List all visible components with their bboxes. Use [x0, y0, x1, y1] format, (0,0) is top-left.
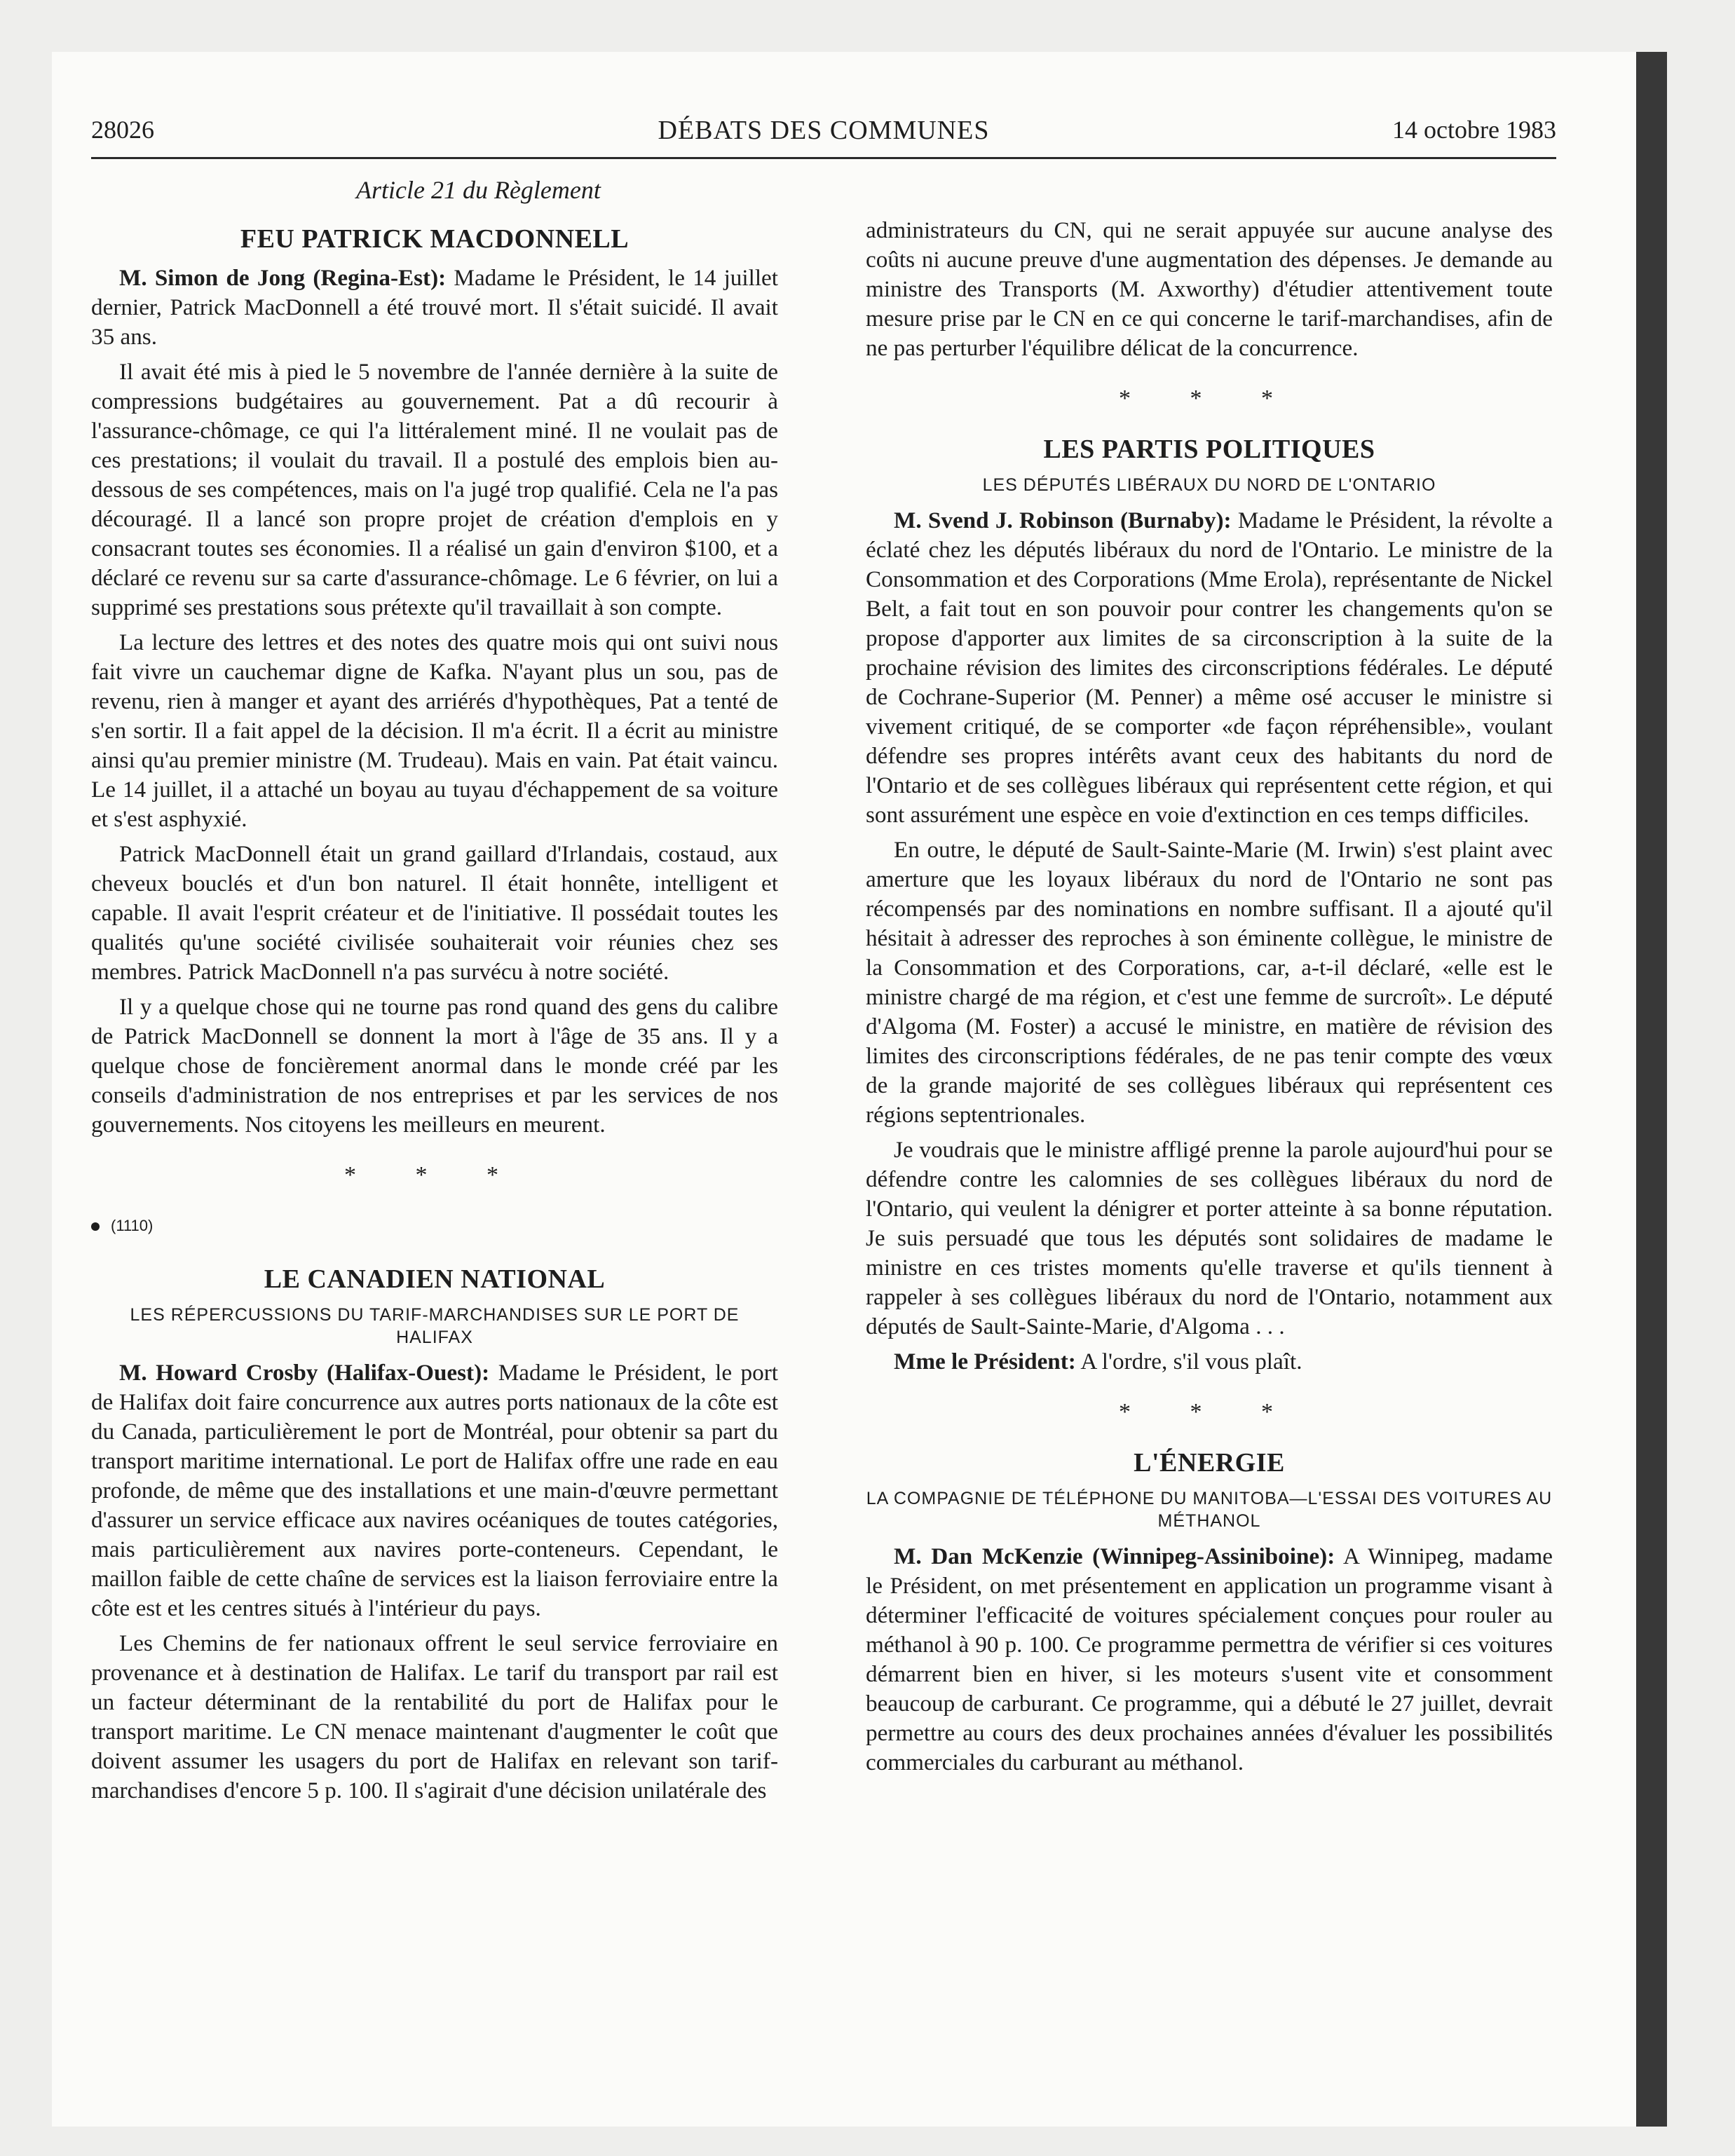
- scan-edge: [1636, 52, 1667, 2127]
- section-separator: * * *: [1119, 1399, 1300, 1425]
- bullet-icon: [91, 1222, 100, 1231]
- paragraph: Je voudrais que le ministre affligé prenne la parole aujourd'hui pour se défendre contre les calomnies de ses collègues libéraux du nord de l'Ontario, qui veulent la dénigrer et porter atteinte à sa bonne réputation. Je suis persuadé que tous les députés sont solidaires de madame le ministre en ces tristes moments qu'elle traverse et qu'ils tiennent à rappeler à ses collègues libéraux du nord de l'Ontario, notamment aux députés de Sault-Sainte-Marie, d'Algoma . . .: [866, 1137, 1553, 1339]
- section-heading: FEU PATRICK MACDONNELL: [240, 224, 630, 254]
- right-column: [866, 216, 1553, 1783]
- time-marker: (1110): [91, 1211, 778, 1241]
- page-date: 14 octobre 1983: [1392, 116, 1556, 144]
- speaker-name: M. Dan McKenzie (Winnipeg-Assiniboine):: [894, 1543, 1335, 1569]
- paragraph: Les Chemins de fer nationaux offrent le seul service ferroviaire en provenance et à destination de Halifax. Le tarif du transport par rail est un facteur déterminant de la rentabilité du port de Halifax pour le transport maritime. Le CN menace maintenant d'augmenter le coût que doivent assumer les usagers du port de Halifax en relevant son tarif-marchandises d'encore 5 p. 100. Il s'agirait d'une décision unilatérale des: [91, 1630, 778, 1803]
- section-subheading: LES DÉPUTÉS LIBÉRAUX DU NORD DE L'ONTARIO: [982, 475, 1436, 495]
- paragraph: administrateurs du CN, qui ne serait appuyée sur aucune analyse des coûts ni aucune preuve d'une augmentation des dépenses. Je demande au ministre des Transports (M. Axworthy) d'étudier attentivement toute mesure prise par le CN en ce qui concerne le tarif-marchandises, afin de ne pas perturber l'équilibre délicat de la concurrence.: [866, 217, 1553, 361]
- paragraph: M. Simon de Jong (Regina-Est): Madame le Président, le 14 juillet dernier, Patrick MacDonnell a été trouvé mort. Il s'était suicidé. Il avait 35 ans.: [91, 265, 778, 350]
- section-separator: * * *: [344, 1162, 525, 1188]
- section-subheading: LA COMPAGNIE DE TÉLÉPHONE DU MANITOBA—L'ESSAI DES VOITURES AU MÉTHANOL: [866, 1489, 1553, 1531]
- paragraph: M. Svend J. Robinson (Burnaby): Madame le Président, la révolte a éclaté chez les députés libéraux du nord de l'Ontario. Le ministre de la Consommation et des Corporations (Mme Erola), représentante de Nickel Belt, a fait tout en son pouvoir pour contrer les changements qu'on se propose d'apporter aux limites de sa circonscription à la suite de la prochaine révision des limites des circonscriptions fédérales. Le député de Cochrane-Superior (M. Penner) a même osé accuser le ministre si vivement critiqué, de se comporter «de façon répréhensible», voulant défendre ses propres intérêts avant ceux des habitants du nord de l'Ontario et de ses collègues libéraux qui représentent cette région, et qui sont assurément une espèce en voie d'extinction en ces temps difficiles.: [866, 507, 1553, 828]
- speaker-name: M. Svend J. Robinson (Burnaby):: [894, 507, 1232, 533]
- page-header: [91, 105, 1556, 159]
- paragraph: M. Dan McKenzie (Winnipeg-Assiniboine): A Winnipeg, madame le Président, on met présentement en application un programme visant à déterminer l'efficacité de voitures spécialement conçues pour rouler au méthanol à 90 p. 100. Ce programme permettra de vérifier si ces voitures démarrent bien en hiver, si les moteurs s'usent vite et consomment beaucoup de carburant. Ce programme, qui a débuté le 27 juillet, devrait permettre au cours des deux prochaines années d'évaluer les possibilités commerciales du carburant au méthanol.: [866, 1543, 1553, 1775]
- page-number: 28026: [91, 116, 154, 144]
- section-heading: LES PARTIS POLITIQUES: [1043, 435, 1375, 464]
- speaker-name: Mme le Président:: [894, 1349, 1076, 1374]
- paragraph: Il y a quelque chose qui ne tourne pas rond quand des gens du calibre de Patrick MacDonnell se donnent la mort à l'âge de 35 ans. Il y a quelque chose de foncièrement anormal dans le monde créé par les conseils d'administration de nos entreprises et par les services de nos gouvernements. Nos citoyens les meilleurs en meurent.: [91, 994, 778, 1138]
- paragraph: En outre, le député de Sault-Sainte-Marie (M. Irwin) s'est plaint avec amerture que les loyaux libéraux du nord de l'Ontario ne sont pas récompensés par des nominations en nombre suffisant. Il a ajouté qu'il hésitait à adresser des reproches à son éminente collègue, le ministre de la Consommation et des Corporations, car, a-t-il déclaré, «elle est le ministre chargé de ma région, et c'est une femme de surcroît». Le député d'Algoma (M. Foster) a accusé le ministre, en matière de révision des limites des circonscriptions fédérales, de ne pas tenir compte des vœux de la grande majorité de ses collègues libéraux qui représentent ces régions septentrionales.: [866, 837, 1553, 1128]
- section-heading: L'ÉNERGIE: [1134, 1448, 1285, 1478]
- speaker-name: M. Simon de Jong (Regina-Est):: [119, 265, 447, 291]
- section-heading: LE CANADIEN NATIONAL: [264, 1264, 606, 1294]
- section-subheading: LES RÉPERCUSSIONS DU TARIF-MARCHANDISES SUR LE PORT DE HALIFAX: [130, 1305, 740, 1347]
- paragraph: La lecture des lettres et des notes des quatre mois qui ont suivi nous fait vivre un cauchemar digne de Kafka. N'ayant plus un sou, pas de revenu, rien à manger et ayant des arriérés d'hypothèques, Pat a tenté de s'en sortir. Il a fait appel de la décision. Il m'a écrit. Il a écrit au ministre ainsi qu'au premier ministre (M. Trudeau). Mais en vain. Pat était vaincu. Le 14 juillet, il a attaché un boyau au tuyau d'échappement de sa voiture et s'est asphyxié.: [91, 629, 778, 832]
- paragraph: M. Howard Crosby (Halifax-Ouest): Madame le Président, le port de Halifax doit faire concurrence aux autres ports nationaux de la côte est du Canada, particulièrement le port de Montréal, pour obtenir sa part du transport maritime international. Le port de Halifax offre une rade en eau profonde, de même que des installations et une main-d'œuvre permettant d'assurer un service efficace aux navires océaniques de toutes catégories, mais particulièrement aux navires porte-conteneurs. Cependant, le maillon faible de cette chaîne de services est la liaison ferroviaire entre la côte est et les centres situés à l'intérieur du pays.: [91, 1360, 779, 1621]
- paragraph: Patrick MacDonnell était un grand gaillard d'Irlandais, costaud, aux cheveux bouclés et d'un bon naturel. Il était honnête, intelligent et capable. Il avait l'esprit créateur et de l'initiative. Il possédait toutes les qualités qu'une société civilisée souhaiterait voir réunies chez ses membres. Patrick MacDonnell n'a pas survécu à notre société.: [91, 841, 778, 985]
- section-separator: * * *: [1119, 386, 1300, 411]
- standing-order-note: Article 21 du Règlement: [356, 176, 601, 204]
- left-column: [91, 175, 778, 1811]
- publication-title: DÉBATS DES COMMUNES: [658, 116, 990, 145]
- paragraph: Mme le Président: A l'ordre, s'il vous plaît.: [894, 1349, 1302, 1374]
- paragraph: Il avait été mis à pied le 5 novembre de l'année dernière à la suite de compressions budgétaires au gouvernement. Pat a dû recourir à l'assurance-chômage, ce qui l'a littéralement miné. Il ne voulait pas de ces prestations; il voulait du travail. Il a postulé des emplois bien au-dessous de ses compétences, mais on l'a jugé trop qualifié. Cela ne l'a pas découragé. Il a lancé son propre projet de création d'emplois en y consacrant toutes ses économies. Il a réalisé un gain d'environ $100, et a déclaré ce revenu sur sa carte d'assurance-chômage. Le 6 février, on lui a supprimé ses prestations sous prétexte qu'il travaillait à son compte.: [91, 359, 778, 620]
- speaker-name: M. Howard Crosby (Halifax-Ouest):: [119, 1360, 490, 1386]
